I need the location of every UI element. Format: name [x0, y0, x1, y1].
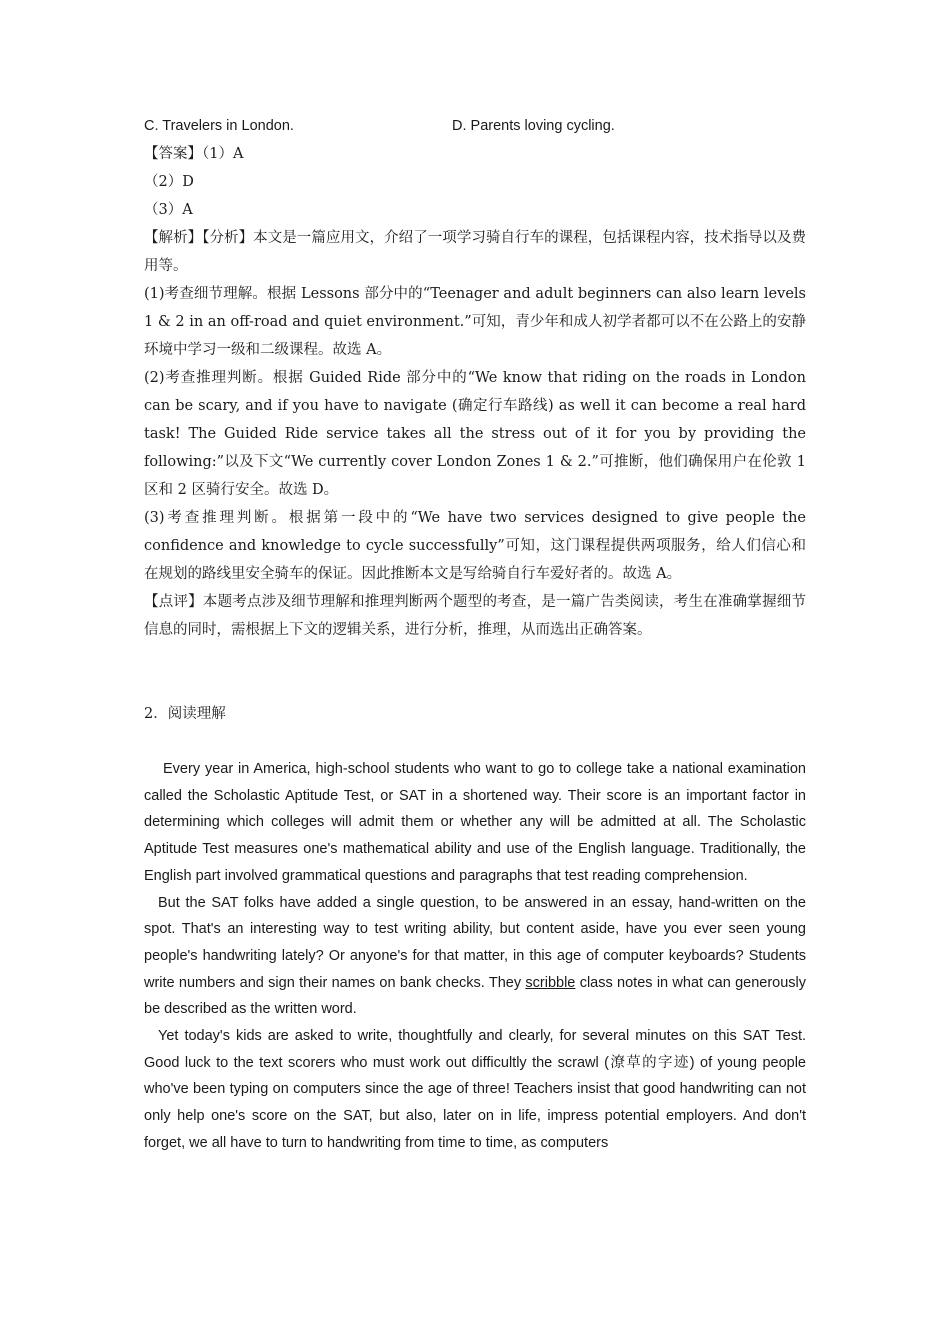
- answer-options-row: [144, 112, 806, 140]
- analysis-comment: 【点评】本题考点涉及细节理解和推理判断两个题型的考查，是一篇广告类阅读，考生在准确掌握细节信息的同时，需根据上下文的逻辑关系，进行分析，推理，从而选出正确答案。: [144, 594, 806, 638]
- passage-paragraph-2-part-b: class notes in what can generously be described as the written word.: [144, 974, 807, 1018]
- analysis-intro: 【解析】【分析】本文是一篇应用文，介绍了一项学习骑自行车的课程，包括课程内容，技术指导以及费用等。: [144, 230, 806, 274]
- option-c: C. Travelers in London.: [144, 118, 294, 134]
- passage-paragraph-1: Every year in America, high-school students who want to go to college take a national examination called the Scholastic Aptitude Test, or SAT in a shortened way. Their score is an important factor in determining which colleges will admit them or whether any will be admitted at all. The Scholastic Aptitude Test measures one's mathematical ability and use of the English language. Traditionally, the English part involved grammatical questions and paragraphs that test reading comprehension.: [144, 761, 806, 884]
- analysis-q1: (1)考查细节理解。根据 Lessons 部分中的“Teenager and adult beginners can also learn levels 1 & 2 in an off-road and quiet environment.”可知，青少年和成人初学者都可以不在公路上的安静环境中学习一级和二级课程。故选 A。: [144, 286, 806, 358]
- passage-paragraph-2: [144, 890, 806, 1024]
- option-d: D. Parents loving cycling.: [452, 118, 615, 134]
- document-page: [144, 112, 806, 1157]
- analysis-q2: (2)考查推理判断。根据 Guided Ride 部分中的“We know that riding on the roads in London can be scary, and if you have to navigate (确定行车路线) as well it can become a real hard task! The Guided Ride service takes all the stress out of it for you by providing the following:”以及下文“We currently cover London Zones 1 & 2.”可推断，他们确保用户在伦敦 1 区和 2 区骑行安全。故选 D。: [144, 370, 806, 498]
- passage-paragraph-3: Yet today's kids are asked to write, thoughtfully and clearly, for several minutes on this SAT Test. Good luck to the text scorers who must work out difficultly the scrawl (潦草的字迹) of young people who've been typing on computers since the age of three! Teachers insist that good handwriting can not only help one's score on the SAT, but also, later on in life, impress potential employers. And don't forget, we all have to turn to handwriting from time to time, as computers: [144, 1028, 806, 1151]
- answer-3: （3）A: [144, 202, 193, 218]
- analysis-q3: (3)考查推理判断。根据第一段中的“We have two services designed to give people the confidence and knowledge to cycle successfully”可知，这门课程提供两项服务，给人们信心和在规划的路线里安全骑车的保证。因此推断本文是写给骑自行车爱好者的。故选 A。: [144, 510, 806, 582]
- passage-paragraph-2-part-a: But the SAT folks have added a single question, to be answered in an essay, hand-written on the spot. That's an interesting way to test writing ability, but content aside, have you ever seen young people's handwriting lately? Or anyone's for that matter, in this age of computer keyboards? Students write numbers and sign their names on bank checks. They: [144, 894, 806, 991]
- section-heading: 2．阅读理解: [144, 706, 226, 722]
- answer-2: （2）D: [144, 174, 194, 190]
- reading-passage: [144, 756, 806, 1157]
- answer-label: 【答案】（1）A: [144, 146, 244, 162]
- underlined-word: scribble: [525, 974, 576, 991]
